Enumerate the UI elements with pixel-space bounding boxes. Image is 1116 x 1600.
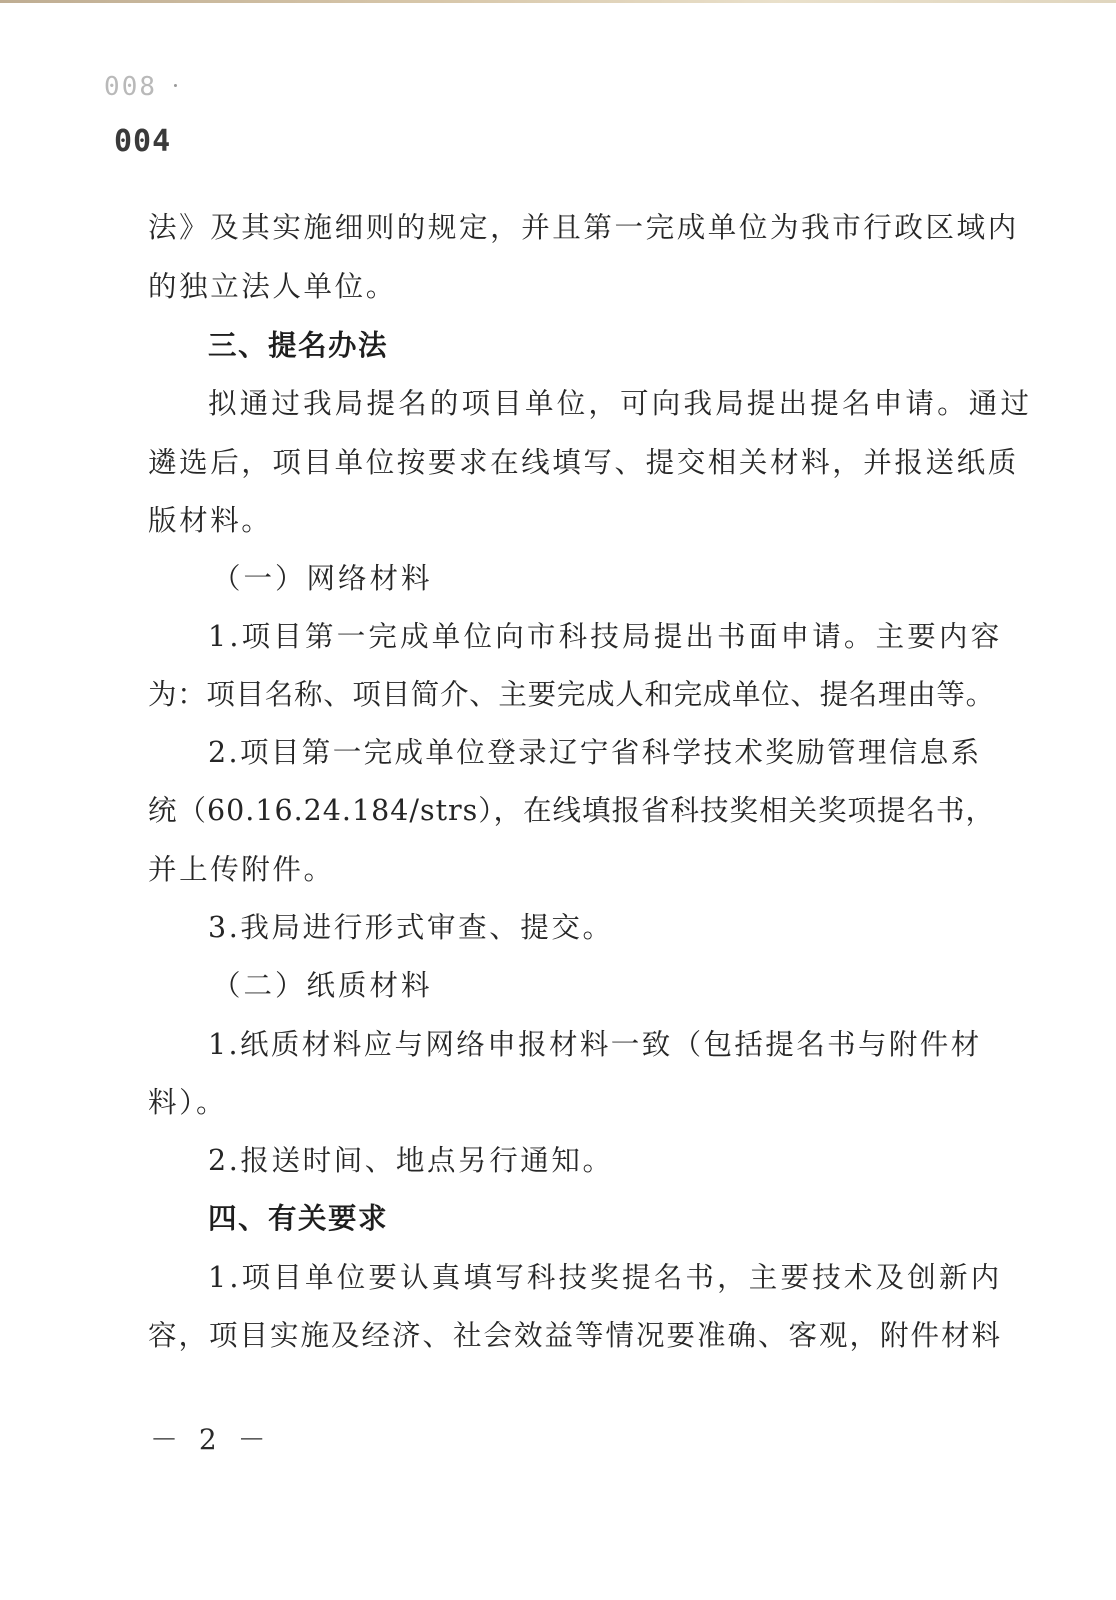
body-line-19: 1.项目单位要认真填写科技奖提名书，主要技术及创新内 — [208, 1261, 1003, 1294]
body-line-2: 的独立法人单位。 — [148, 270, 397, 303]
body-line-4: 拟通过我局提名的项目单位，可向我局提出提名申请。通过 — [208, 387, 1033, 420]
body-line-17: 2.报送时间、地点另行通知。 — [208, 1144, 614, 1177]
section-heading-4: 四、有关要求 — [208, 1202, 389, 1235]
page-stamp-number: 004 — [114, 124, 172, 159]
stamp-dot — [174, 84, 177, 87]
body-line-6: 版材料。 — [148, 504, 273, 537]
body-line-1: 法》及其实施细则的规定，并且第一完成单位为我市行政区域内 — [148, 211, 1019, 244]
body-line-20: 容，项目实施及经济、社会效益等情况要准确、客观，附件材料 — [148, 1319, 1003, 1352]
body-line-9: 为：项目名称、项目简介、主要完成人和完成单位、提名理由等。 — [148, 678, 995, 711]
body-line-10: 2.项目第一完成单位登录辽宁省科学技术奖励管理信息系 — [208, 736, 982, 769]
body-line-12: 并上传附件。 — [148, 853, 335, 886]
body-line-15: 1.纸质材料应与网络申报材料一致（包括提名书与附件材 — [208, 1028, 982, 1061]
body-line-5: 遴选后，项目单位按要求在线填写、提交相关材料，并报送纸质 — [148, 446, 1019, 479]
subsection-paper-materials: （二）纸质材料 — [212, 969, 433, 1002]
subsection-network-materials: （一）网络材料 — [212, 562, 433, 595]
body-line-16: 料）。 — [148, 1086, 228, 1119]
body-line-8: 1.项目第一完成单位向市科技局提出书面申请。主要内容 — [208, 620, 1003, 653]
section-heading-3: 三、提名办法 — [208, 329, 389, 362]
scan-top-edge — [0, 0, 1116, 3]
page-number: － 2 － — [150, 1423, 272, 1456]
body-line-11: 统（60.16.24.184/strs），在线填报省科技奖相关奖项提名书， — [148, 794, 996, 827]
body-line-13: 3.我局进行形式审查、提交。 — [208, 911, 614, 944]
faded-stamp-text: 800 — [102, 72, 155, 102]
faded-page-stamp — [102, 72, 155, 102]
